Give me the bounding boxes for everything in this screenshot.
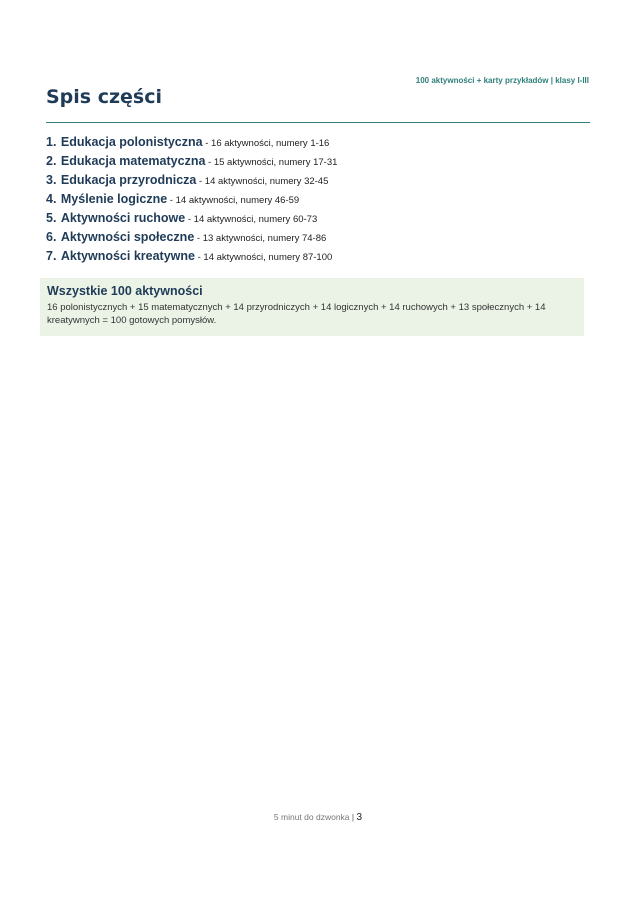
footer-page-number: 3 [356,812,363,823]
toc-item-name: Aktywności społeczne [60,230,195,244]
summary-title: Wszystkie 100 aktywności [47,284,203,298]
toc-item-name: Edukacja matematyczna [60,154,206,168]
toc-item-description: - 13 aktywności, numery 74-86 [194,233,327,244]
toc-item-number: 3. [46,173,57,187]
summary-box [40,278,584,336]
toc-item-number: 5. [46,211,57,225]
toc-item-number: 7. [46,249,57,263]
title-divider [46,122,590,123]
toc-item-number: 4. [46,192,57,206]
toc-item-7 [46,246,337,265]
toc-item-name: Edukacja polonistyczna [60,135,203,149]
summary-text: 16 polonistycznych + 15 matematycznych + 14 przyrodniczych + 14 logicznych + 14 ruchowych + 13 społecznych + 14 kreatywnych = 100 gotowych pomysłów. [47,302,546,326]
toc-item-name: Myślenie logiczne [60,192,168,206]
footer-book-title: 5 minut do dzwonka [273,812,350,822]
page-footer [0,812,636,823]
toc-item-number: 6. [46,230,57,244]
toc-item-description: - 15 aktywności, numery 17-31 [205,157,338,168]
toc-item-description: - 14 aktywności, numery 60-73 [185,214,318,225]
toc-item-5 [46,208,337,227]
table-of-contents [46,132,337,265]
toc-item-number: 2. [46,154,57,168]
toc-item-number: 1. [46,135,57,149]
toc-item-2 [46,151,337,170]
toc-item-description: - 14 aktywności, numery 46-59 [167,195,300,206]
footer-separator: | [351,812,355,822]
toc-item-3 [46,170,337,189]
header-tagline: 100 aktywności + karty przykładów | klasy I-III [415,76,589,85]
toc-item-description: - 14 aktywności, numery 87-100 [194,252,333,263]
page-title: Spis części [46,86,163,108]
toc-item-description: - 16 aktywności, numery 1-16 [202,138,330,149]
toc-item-6 [46,227,337,246]
toc-item-4 [46,189,337,208]
toc-item-1 [46,132,337,151]
toc-item-description: - 14 aktywności, numery 32-45 [196,176,329,187]
toc-item-name: Aktywności ruchowe [60,211,186,225]
toc-item-name: Aktywności kreatywne [60,249,195,263]
toc-item-name: Edukacja przyrodnicza [60,173,197,187]
